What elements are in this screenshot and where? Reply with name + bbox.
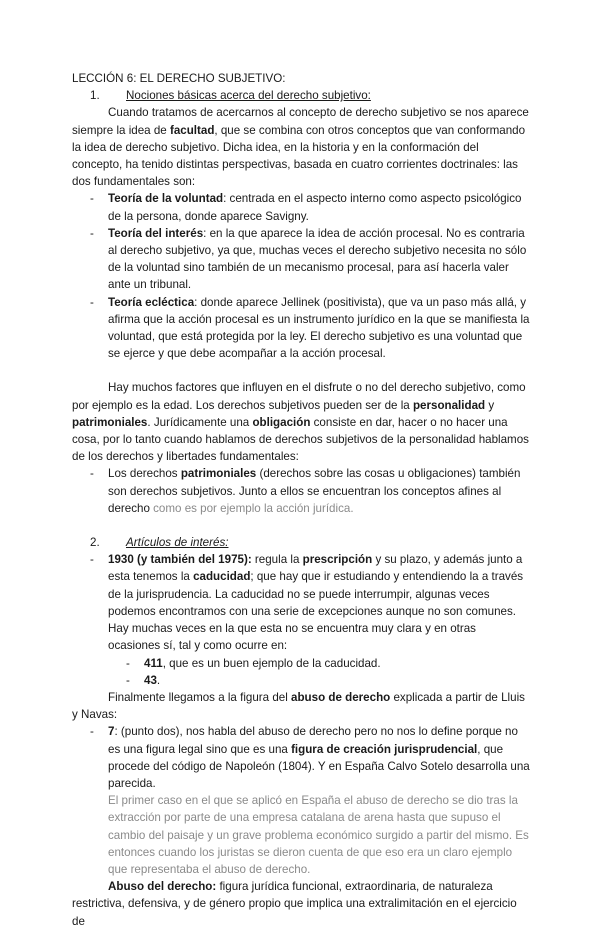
bullet-dash: -: [126, 673, 130, 687]
bullet-dash: -: [126, 656, 130, 670]
bullet-dash: -: [90, 467, 94, 481]
section-1-heading: [72, 87, 530, 104]
list-item: - Teoría de la voluntad: centrada en el aspecto interno como aspecto psicológico de la persona, donde aparece Savigny.: [90, 192, 522, 223]
sub-list-item: - 411, que es un buen ejemplo de la caducidad.: [72, 655, 530, 672]
paragraph: Abuso del derecho: figura jurídica funcional, extraordinaria, de naturaleza restrictiva, defensiva, y de género propio que implica una extralimitación en el ejercicio de: [72, 880, 517, 928]
list-item: - Los derechos patrimoniales (derechos sobre las cosas u obligaciones) también son derechos subjetivos. Junto a ellos se encuentran los conceptos afines al derecho como es por ejemplo la acción jurídica.: [90, 467, 521, 515]
list-item: - 1930 (y también del 1975): regula la prescripción y su plazo, y además junto a esta tenemos la caducidad; que hay que ir estudiando y entendiendo la a través de la jurisprudencia. La caducidad no se puede interrumpir, algunas veces podemos encontramos con una serie de excepciones aunque no son comunes. Hay muchas veces en la que esta no se encuentra muy clara y en otras ocasiones sí, tal y como ocurre en:: [90, 553, 524, 653]
paragraph: Cuando tratamos de acercarnos al concepto de derecho subjetivo se nos aparece siempre la idea de facultad, que se combina con otros conceptos que van conformando la idea de derecho subjetivo. Dicha idea, en la historia y en la conformación del concepto, ha tenido distintas perspectivas, basada en cuatro corrientes doctrinales: las dos fundamentales son:: [72, 106, 529, 189]
bullet-dash: -: [90, 226, 94, 240]
section-title: Artículos de interés:: [126, 536, 229, 550]
sub-list-item: - 43.: [72, 672, 530, 689]
paragraph: Finalmente llegamos a la figura del abuso de derecho explicada a partir de Lluis y Navas:: [72, 690, 525, 722]
bullet-dash: -: [90, 192, 94, 206]
bullet-dash: -: [90, 295, 94, 309]
document-page: [72, 70, 530, 930]
section-number: 1.: [90, 89, 100, 103]
list-item: - Teoría ecléctica: donde aparece Jellinek (positivista), que va un paso más allá, y afirma que la acción procesal es un instrumento jurídico en la que se manifiesta la voluntad, que está protegida por la ley. El derecho subjetivo es una voluntad que se ejerce y que debe acompañar a la acción procesal.: [90, 295, 530, 361]
section-number: 2.: [90, 536, 100, 550]
bullet-dash: -: [90, 725, 94, 739]
paragraph: Hay muchos factores que influyen en el disfrute o no del derecho subjetivo, como por ejemplo es la edad. Los derechos subjetivos pueden ser de la personalidad y patrimoniales. Jurídicamente una obligación consiste en dar, hacer o no hacer una cosa, por lo tanto cuando hablamos de derechos subjetivos de la personalidad hablamos de los derechos y libertades fundamentales:: [72, 381, 529, 464]
bullet-dash: -: [90, 553, 94, 567]
list-item: - 7: (punto dos), nos habla del abuso de derecho pero no nos lo define porque no es una figura legal sino que es una figura de creación jurisprudencial, que procede del código de Napoleón (1804). Y en España Calvo Sotelo desarrolla una parecida.: [90, 725, 530, 790]
gray-note: El primer caso en el que se aplicó en España el abuso de derecho se dio tras la extracción por parte de una empresa catalana de arena hasta que supuso el cambio del paisaje y un grave problema económico surgido a partir del mismo. Es entonces cuando los juristas se dieron cuenta de que eso era un claro ejemplo que representaba el abuso de derecho.: [108, 794, 529, 876]
lesson-title: LECCIÓN 6: EL DERECHO SUBJETIVO:: [72, 72, 286, 85]
list-item: - Teoría del interés: en la que aparece la idea de acción procesal. No es contraria al derecho subjetivo, ya que, muchas veces el derecho subjetivo necesita no sólo de la voluntad sino también de un mecanismo procesal, para así hacerla valer ante un tribunal.: [90, 226, 527, 292]
section-2-heading: [72, 534, 530, 551]
section-title: Nociones básicas acerca del derecho subjetivo:: [126, 89, 371, 103]
